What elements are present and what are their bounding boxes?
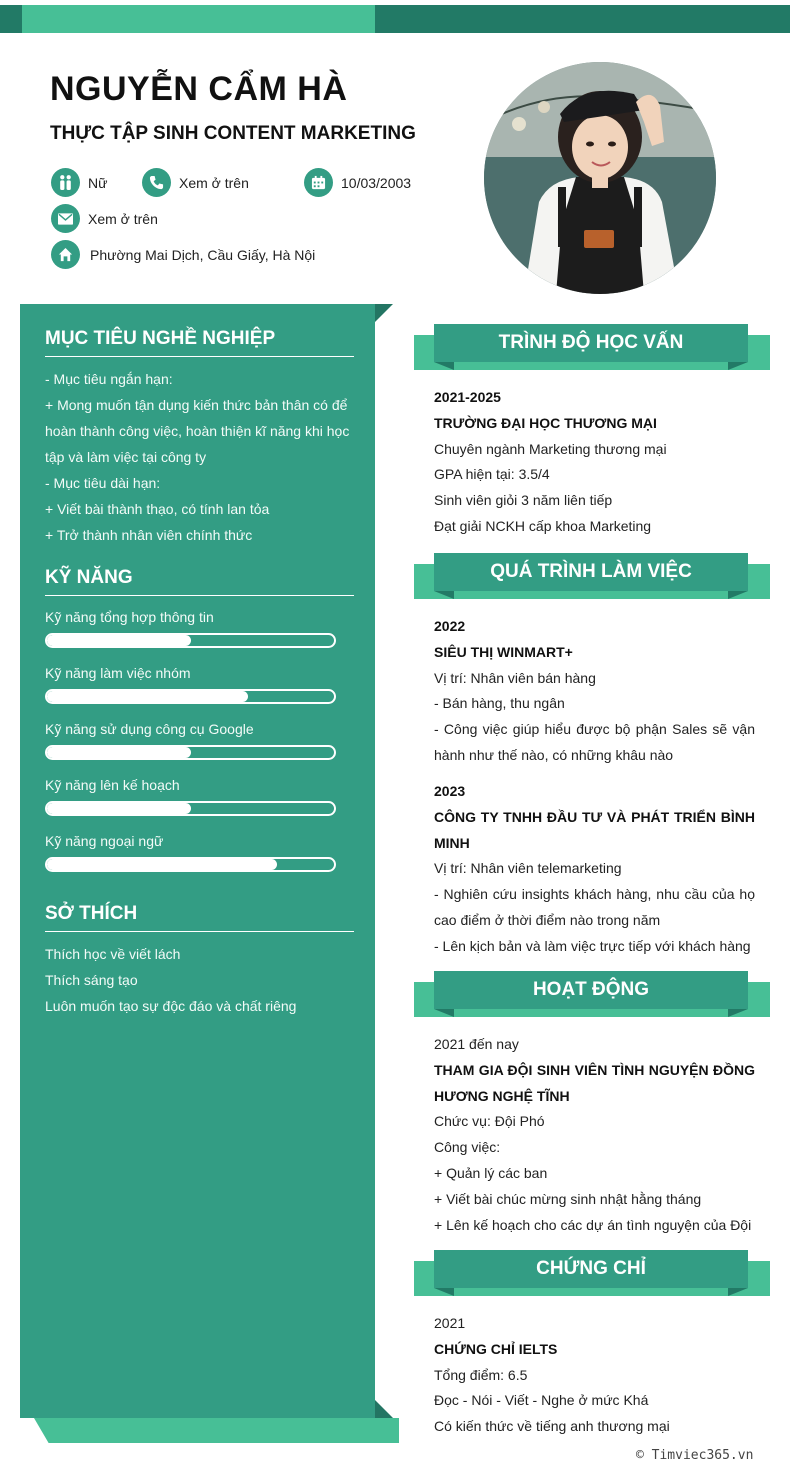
education-banner [414, 324, 770, 370]
education-line: Sinh viên giỏi 3 năm liên tiếp [434, 492, 613, 509]
certificate-line: Có kiến thức về tiếng anh thương mại [434, 1418, 670, 1435]
career-goal-line: + Viết bài thành thạo, có tính lan tỏa [45, 501, 270, 517]
certificate-name: CHỨNG CHỈ IELTS [434, 1340, 558, 1357]
candidate-name: NGUYỄN CẨM HÀ [50, 70, 348, 108]
education-line: GPA hiện tại: 3.5/4 [434, 466, 550, 483]
career-goal-divider [45, 356, 354, 357]
activity-line: + Viết bài chúc mừng sinh nhật hằng tháng [434, 1190, 702, 1207]
experience-banner [414, 553, 770, 599]
activity-line: + Lên kế hoạch cho các dự án tình nguyện của Đội [434, 1216, 752, 1233]
candidate-title: THỰC TẬP SINH CONTENT MARKETING [50, 123, 416, 144]
job-line: - Công việc giúp hiểu được bộ phận Sales sẽ vận hành như thế nào, có những khâu nào [434, 721, 755, 763]
skill-bar [45, 801, 336, 816]
career-goal-line: - Mục tiêu ngắn hạn: [45, 371, 173, 387]
hobby-item: Thích sáng tạo [45, 972, 138, 988]
job-line: - Lên kịch bản và làm việc trực tiếp với khách hàng [434, 937, 751, 954]
skill-label: Kỹ năng lên kế hoạch [45, 777, 180, 793]
skill-bar [45, 633, 336, 648]
activity-name: THAM GIA ĐỘI SINH VIÊN TÌNH NGUYỆN ĐỒNG HƯƠNG NGHỆ TĨNH [434, 1061, 755, 1104]
skills-heading: KỸ NĂNG [45, 567, 133, 588]
hobby-item: Thích học về viết lách [45, 946, 181, 962]
sidebar-fold-bottom [375, 1400, 393, 1418]
certificates-heading: CHỨNG CHỈ [434, 1250, 748, 1288]
education-content [434, 385, 755, 540]
activity-line: + Quản lý các ban [434, 1164, 548, 1181]
skill-bar-fill [47, 859, 277, 870]
education-period: 2021-2025 [434, 389, 501, 405]
skill-bar-fill [47, 635, 191, 646]
home-icon [51, 240, 80, 269]
email-value: Xem ở trên [88, 210, 158, 227]
phone-value: Xem ở trên [179, 174, 249, 191]
activity-line: Công việc: [434, 1139, 501, 1156]
sidebar-ribbon-bottom [34, 1418, 399, 1443]
activities-banner [414, 971, 770, 1017]
experience-job [434, 779, 755, 960]
job-company: SIÊU THỊ WINMART+ [434, 643, 573, 660]
job-year: 2023 [434, 783, 466, 799]
people-icon [51, 168, 80, 197]
gender-value: Nữ [88, 174, 108, 191]
address-value: Phường Mai Dịch, Cầu Giấy, Hà Nội [90, 246, 316, 263]
education-line: Đạt giải NCKH cấp khoa Marketing [434, 517, 652, 534]
activity-line: Chức vụ: Đội Phó [434, 1113, 545, 1130]
birthdate-value: 10/03/2003 [341, 174, 412, 191]
skill-label: Kỹ năng ngoại ngữ [45, 833, 164, 849]
certificates-content [434, 1311, 755, 1440]
sidebar-fold-top [375, 304, 393, 322]
skill-label: Kỹ năng làm việc nhóm [45, 665, 191, 681]
experience-job [434, 614, 755, 769]
certificate-line: Tổng điểm: 6.5 [434, 1366, 528, 1383]
certificate-year: 2021 [434, 1315, 466, 1331]
envelope-icon [51, 204, 80, 233]
activities-content [434, 1032, 755, 1238]
birthdate-info [304, 168, 411, 197]
hobby-item: Luôn muốn tạo sự độc đáo và chất riêng [45, 998, 297, 1014]
hobbies-list [45, 941, 357, 1019]
education-heading: TRÌNH ĐỘ HỌC VẤN [434, 324, 748, 362]
skills-divider [45, 595, 354, 596]
career-goal-line: + Trở thành nhân viên chính thức [45, 527, 253, 543]
calendar-icon [304, 168, 333, 197]
career-goal-line: - Mục tiêu dài hạn: [45, 475, 161, 491]
skill-bar-fill [47, 747, 191, 758]
career-goal-heading: MỤC TIÊU NGHỀ NGHIỆP [45, 328, 276, 349]
top-bar-accent [22, 5, 375, 33]
skill-bar-fill [47, 691, 248, 702]
skill-bar-fill [47, 803, 191, 814]
job-company: CÔNG TY TNHH ĐẦU TƯ VÀ PHÁT TRIỂN BÌNH MINH [434, 808, 755, 851]
experience-heading: QUÁ TRÌNH LÀM VIỆC [434, 553, 748, 591]
skill-label: Kỹ năng sử dụng công cụ Google [45, 721, 254, 737]
address-info [51, 240, 315, 269]
phone-info [142, 168, 249, 197]
gender-info [51, 168, 107, 197]
career-goal-text [45, 366, 357, 548]
email-info [51, 204, 158, 233]
profile-photo [484, 62, 716, 294]
hobbies-divider [45, 931, 354, 932]
job-year: 2022 [434, 618, 466, 634]
career-goal-line: + Mong muốn tận dụng kiến thức bản thân có để hoàn thành công việc, hoàn thiện kĩ năng khi học tập và làm việc tại công ty [45, 397, 350, 465]
skill-label: Kỹ năng tổng hợp thông tin [45, 609, 214, 625]
certificate-line: Đọc - Nói - Viết - Nghe ở mức Khá [434, 1392, 649, 1409]
job-line: Vị trí: Nhân viên bán hàng [434, 669, 596, 686]
hobbies-heading: SỞ THÍCH [45, 903, 138, 924]
skill-bar [45, 689, 336, 704]
watermark: © Timviec365.vn [636, 1448, 754, 1463]
education-line: Chuyên ngành Marketing thương mại [434, 440, 667, 457]
job-line: Vị trí: Nhân viên telemarketing [434, 860, 622, 877]
skill-bar [45, 745, 336, 760]
certificates-banner [414, 1250, 770, 1296]
job-line: - Bán hàng, thu ngân [434, 695, 565, 712]
activity-period: 2021 đến nay [434, 1036, 519, 1052]
job-line: - Nghiên cứu insights khách hàng, nhu cầu của họ cao điểm ở thời điểm nào trong năm [434, 886, 755, 928]
skill-bar [45, 857, 336, 872]
activities-heading: HOẠT ĐỘNG [434, 971, 748, 1009]
education-school: TRƯỜNG ĐẠI HỌC THƯƠNG MẠI [434, 414, 657, 431]
phone-icon [142, 168, 171, 197]
